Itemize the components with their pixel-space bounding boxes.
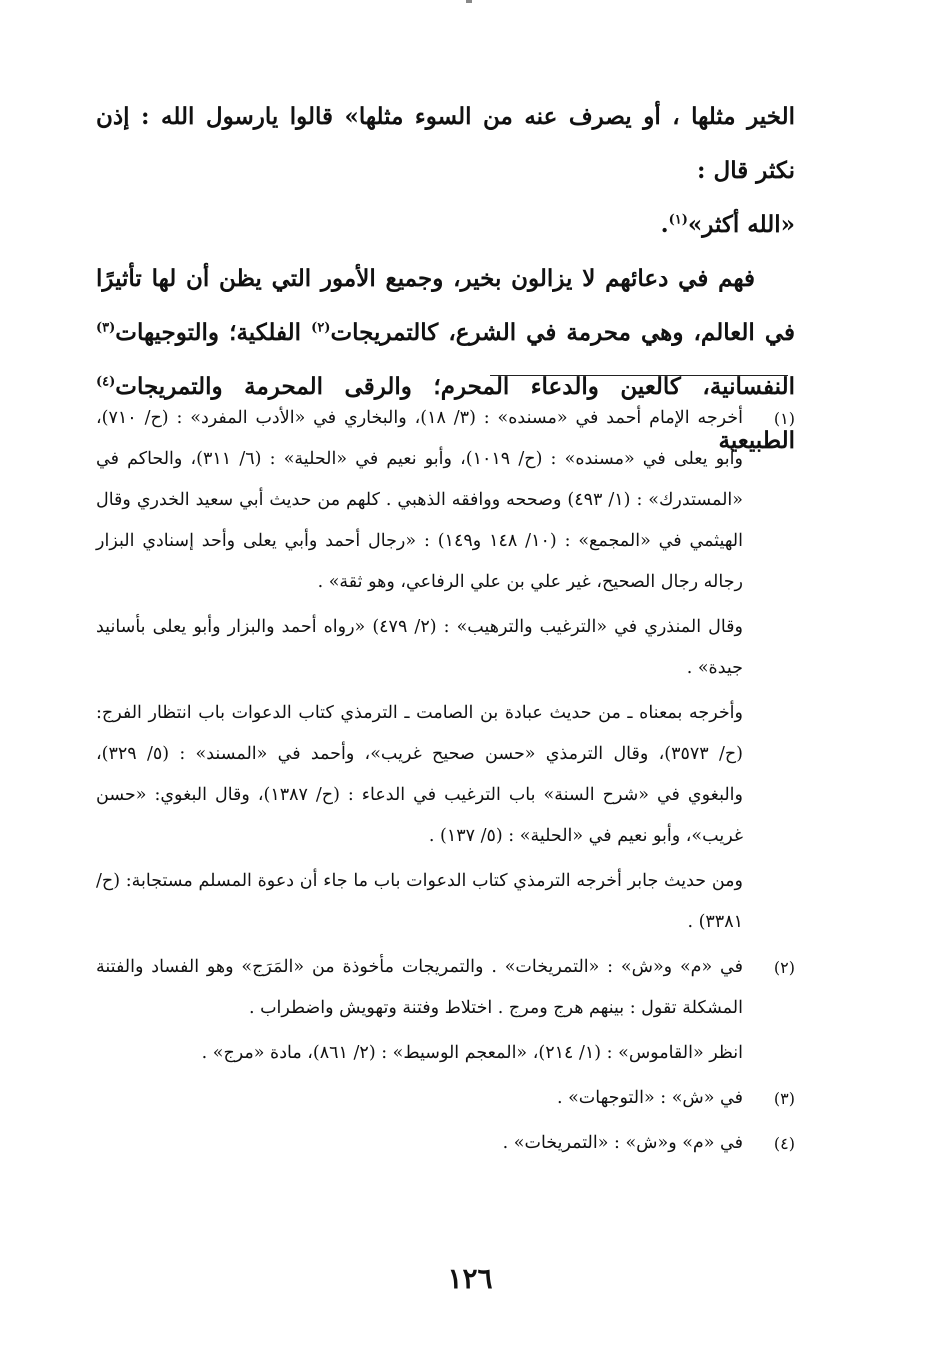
- footnote-paragraph: في «م» و«ش» : «التمريخات» . والتمريجات مأخوذة من «المَرَج» وهو الفساد والفتنة المشكلة تقول : بينهم هرج ومرج . اختلاط وفتنة وتهويش واضطراب .: [96, 957, 743, 1018]
- main-line-2-text: «الله أكثر»: [687, 211, 795, 238]
- para2-part-a: فهم في دعائهم لا يزالون بخير، وجميع الأمور التي يظن أن لها تأثيرًا في العالم، وهي محرمة في الشرع، كالتمريجات: [96, 265, 795, 346]
- footnote-4: [96, 1123, 795, 1168]
- footnote-paragraph: أخرجه الإمام أحمد في «مسنده» : (٣/ ١٨)، والبخاري في «الأدب المفرد» : (ح/ ٧١٠)، وأبو يعلى في «مسنده» : (ح/ ١٠١٩)، وأبو نعيم في «الحلية» : (٦/ ٣١١)، والحاكم في «المستدرك» : (١/ ٤٩٣) وصححه ووافقه الذهبي . كلهم من حديث أبي سعيد الخدري وقال الهيثمي في «المجمع» : (١٠/ ١٤٨ و١٤٩) : «رجال أحمد وأبي يعلى وأحد إسنادي البزار رجاله رجال الصحيح، غير علي بن علي الرفاعي، وهو ثقة» .: [96, 408, 744, 592]
- footnote-ref-2[interactable]: (٢): [311, 320, 331, 336]
- footnote-body: [96, 398, 743, 947]
- scan-mark: [466, 0, 472, 3]
- footnote-body: [96, 947, 743, 1078]
- para2-part-c: النفسانية، كالعين والدعاء المحرم؛ والرقى المحرمة والتمريجات: [115, 373, 795, 400]
- footnote-number: (٢): [773, 958, 795, 977]
- para2-part-b: الفلكية؛ والتوجيهات: [115, 319, 312, 346]
- page-number: ١٢٦: [447, 1262, 493, 1295]
- main-line-2-end: .: [660, 211, 669, 238]
- footnotes: [96, 398, 795, 1168]
- footnote-paragraph: انظر «القاموس» : (١/ ٢١٤)، «المعجم الوسيط» : (٢/ ٨٦١)، مادة «مرج» .: [201, 1043, 743, 1063]
- main-line-1: [96, 90, 795, 198]
- footnote-number: (١): [773, 409, 795, 428]
- main-line-1-text: الخير مثلها ، أو يصرف عنه من السوء مثلها» قالوا يارسول الله : إذن نكثر قال :: [96, 103, 795, 184]
- footnote-paragraph: وقال المنذري في «الترغيب والترهيب» : (٢/ ٤٧٩) «رواه أحمد والبزار وأبو يعلى بأسانيد جيدة» .: [96, 617, 743, 678]
- footnote-number: (٣): [773, 1089, 795, 1108]
- footnote-separator: [490, 375, 788, 376]
- footnote-3: [96, 1078, 795, 1123]
- footnote-paragraph: في «م» و«ش» : «التمريخات» .: [502, 1133, 743, 1153]
- footnote-body: [96, 1123, 743, 1168]
- footnote-paragraph: في «ش» : «التوجهات» .: [556, 1088, 743, 1108]
- footnote-ref-1[interactable]: (١): [668, 212, 688, 228]
- footnote-paragraph: ومن حديث جابر أخرجه الترمذي كتاب الدعوات باب ما جاء أن دعوة المسلم مستجابة: (ح/ ٣٣٨١) .: [96, 871, 743, 932]
- main-line-2: [96, 198, 795, 252]
- footnote-ref-4[interactable]: (٤): [96, 374, 116, 390]
- footnote-number: (٤): [773, 1134, 795, 1153]
- footnote-2: [96, 947, 795, 1078]
- footnote-paragraph: وأخرجه بمعناه ـ من حديث عبادة بن الصامت ـ الترمذي كتاب الدعوات باب انتظار الفرج: (ح/ ٣٥٧٣)، وقال الترمذي «حسن صحيح غريب»، وأحمد في «المسند» : (٥/ ٣٢٩)، والبغوي في «شرح السنة» باب الترغيب في الدعاء : (ح/ ١٣٨٧)، وقال البغوي: «حسن غريب»، وأبو نعيم في «الحلية» : (٥/ ١٣٧) .: [96, 703, 743, 846]
- footnote-ref-3[interactable]: (٣): [96, 320, 116, 336]
- footnote-body: [96, 1078, 743, 1123]
- para2-part-d: الطبيعية: [718, 427, 795, 454]
- footnote-1: [96, 398, 795, 947]
